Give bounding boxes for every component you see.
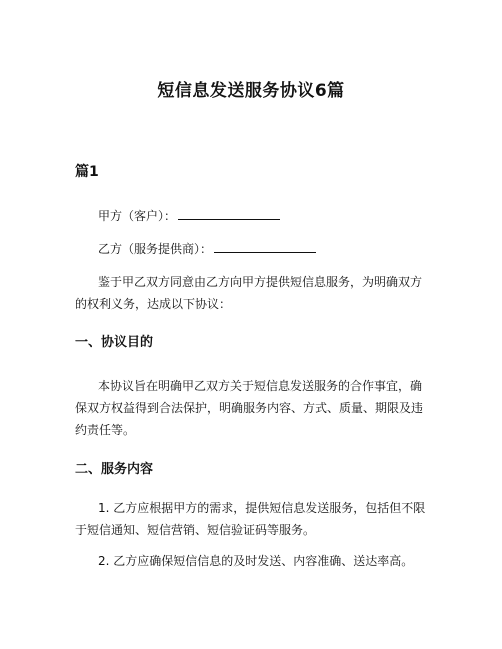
- party-b-label: 乙方（服务提供商）：: [98, 242, 213, 256]
- section-heading: 篇1: [75, 164, 99, 180]
- heading-content: 二、服务内容: [75, 462, 154, 477]
- heading-purpose: 一、协议目的: [75, 335, 154, 350]
- party-a-line: [98, 205, 280, 227]
- purpose-paragraph: 本协议旨在明确甲乙双方关于短信息发送服务的合作事宜，确保双方权益得到合法保护，明确服务内容、方式、质量、期限及违约责任等。: [75, 379, 424, 437]
- party-a-label: 甲方（客户）：: [98, 209, 177, 223]
- document-title: 短信息发送服务协议6篇: [157, 81, 345, 101]
- party-b-line: [98, 238, 316, 260]
- intro-paragraph: 鉴于甲乙双方同意由乙方向甲方提供短信息服务，为明确双方的权利义务，达成以下协议：: [75, 275, 423, 311]
- content-item-2: 2. 乙方应确保短信信息的及时发送、内容准确、送达率高。: [98, 554, 414, 568]
- content-item-1: 1. 乙方应根据甲方的需求，提供短信息发送服务，包括但不限于短信通知、短信营销、短信验证码等服务。: [75, 501, 426, 537]
- party-b-blank: [214, 240, 316, 253]
- party-a-blank: [178, 207, 280, 220]
